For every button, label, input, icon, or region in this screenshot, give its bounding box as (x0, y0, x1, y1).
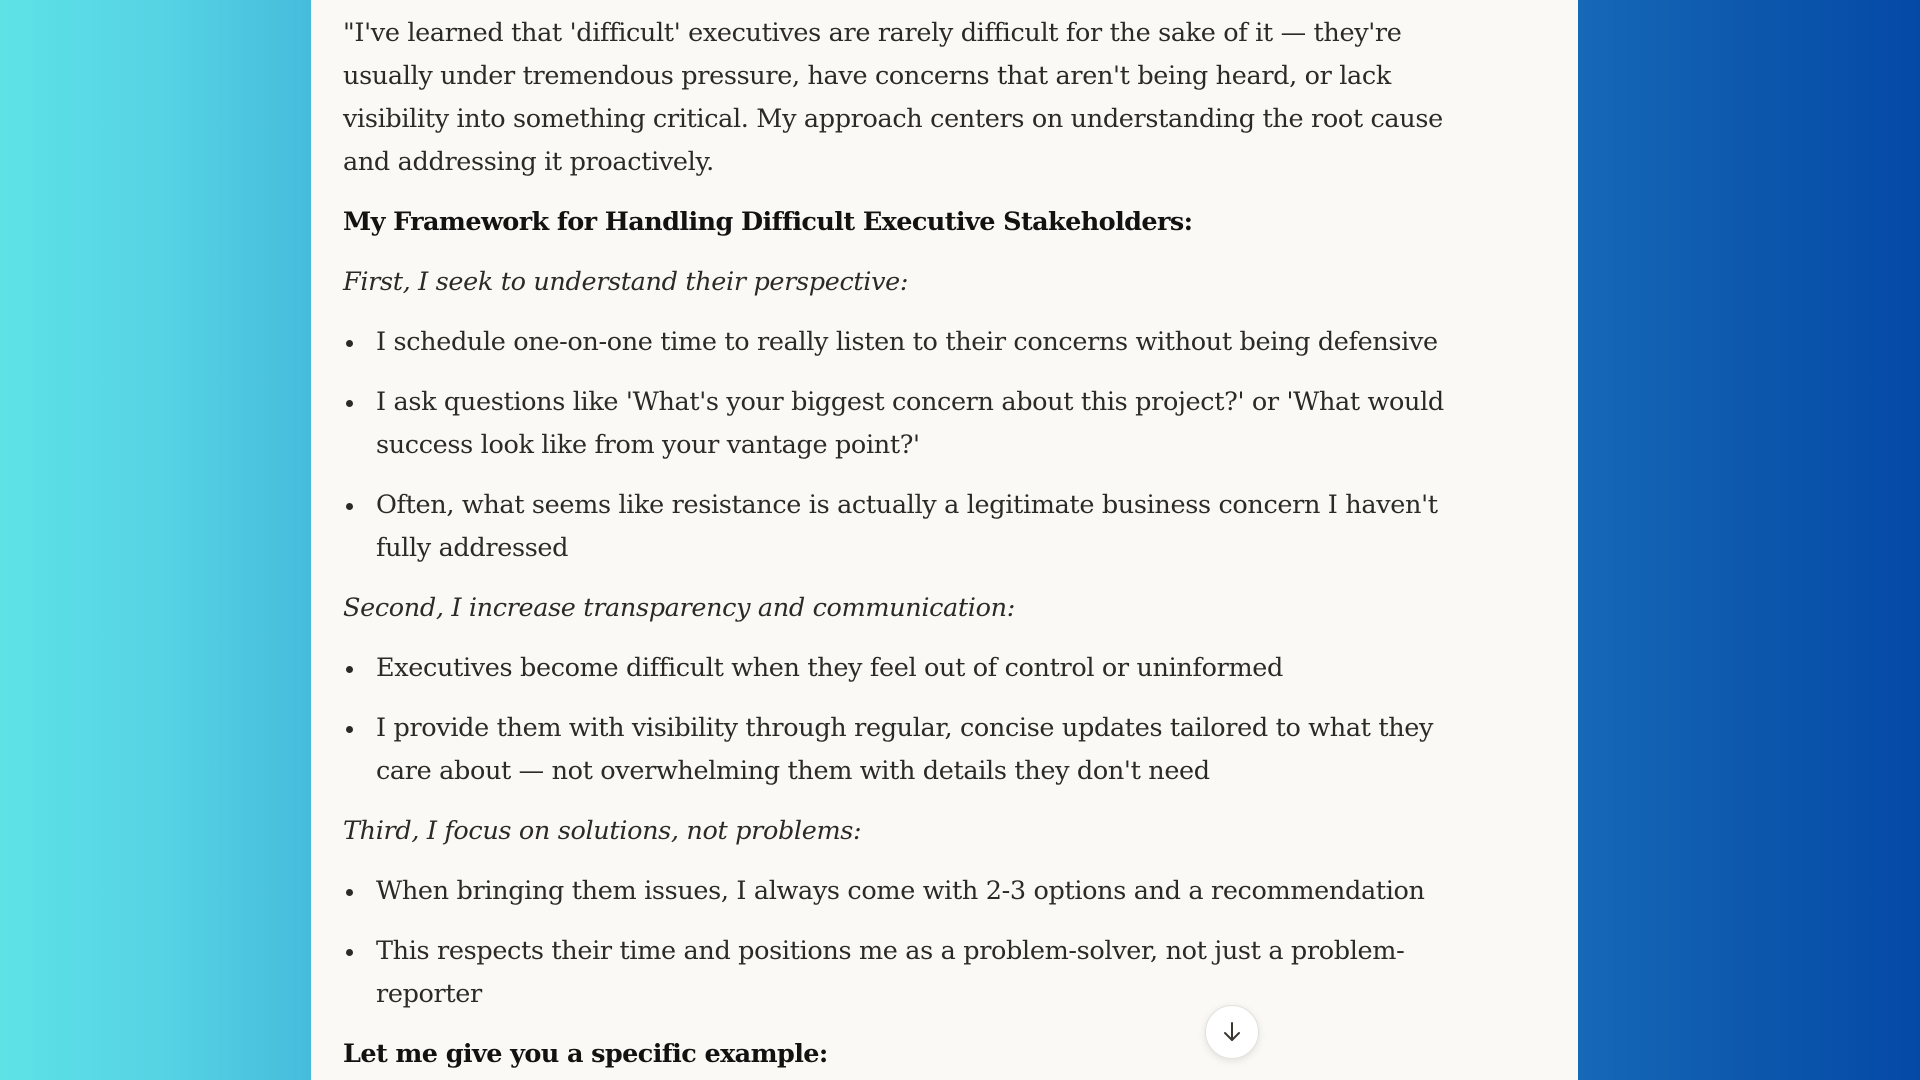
list-item-text: I provide them with visibility through regular, concise updates tailored to what they care about — not overwhelming them with details they don't need (376, 713, 1434, 786)
list-item-text: Executives become difficult when they feel out of control or uninformed (376, 653, 1283, 683)
bullet-icon (346, 666, 353, 673)
arrow-down-icon (1221, 1020, 1243, 1044)
section-title-second: Second, I increase transparency and communication: (343, 593, 1015, 623)
section-title-third: Third, I focus on solutions, not problems: (343, 816, 862, 846)
list-item (343, 647, 1483, 690)
intro-paragraph: "I've learned that 'difficult' executives are rarely difficult for the sake of it — they're usually under tremendous pressure, have concerns that aren't being heard, or lack visibility into something critical. My approach centers on understanding the root cause and addressing it proactively. (343, 18, 1443, 177)
list-item-text: Often, what seems like resistance is actually a legitimate business concern I haven't fully addressed (376, 490, 1438, 563)
list-item-text: I schedule one-on-one time to really listen to their concerns without being defensive (376, 327, 1438, 357)
bullet-list-first (343, 321, 1483, 570)
list-item-text: I ask questions like 'What's your biggest concern about this project?' or 'What would success look like from your vantage point?' (376, 387, 1444, 460)
framework-heading: My Framework for Handling Difficult Executive Stakeholders: (343, 207, 1193, 237)
list-item (343, 381, 1483, 467)
bullet-icon (346, 726, 353, 733)
bullet-list-third (343, 870, 1483, 1016)
left-background (0, 0, 311, 1080)
bullet-icon (346, 949, 353, 956)
assistant-message (343, 12, 1483, 1080)
section-title-first: First, I seek to understand their perspective: (343, 267, 909, 297)
chat-message-panel[interactable] (311, 0, 1578, 1080)
bullet-icon (346, 889, 353, 896)
bullet-icon (346, 400, 353, 407)
list-item (343, 930, 1483, 1016)
list-item-text: This respects their time and positions me as a problem-solver, not just a problem-reporter (376, 936, 1405, 1009)
example-heading: Let me give you a specific example: (343, 1039, 828, 1069)
bullet-icon (346, 340, 353, 347)
scroll-to-bottom-button[interactable] (1205, 1005, 1259, 1059)
list-item (343, 321, 1483, 364)
list-item (343, 870, 1483, 913)
bullet-list-second (343, 647, 1483, 793)
list-item (343, 707, 1483, 793)
bullet-icon (346, 503, 353, 510)
list-item (343, 484, 1483, 570)
right-background (1578, 0, 1920, 1080)
list-item-text: When bringing them issues, I always come with 2-3 options and a recommendation (376, 876, 1425, 906)
